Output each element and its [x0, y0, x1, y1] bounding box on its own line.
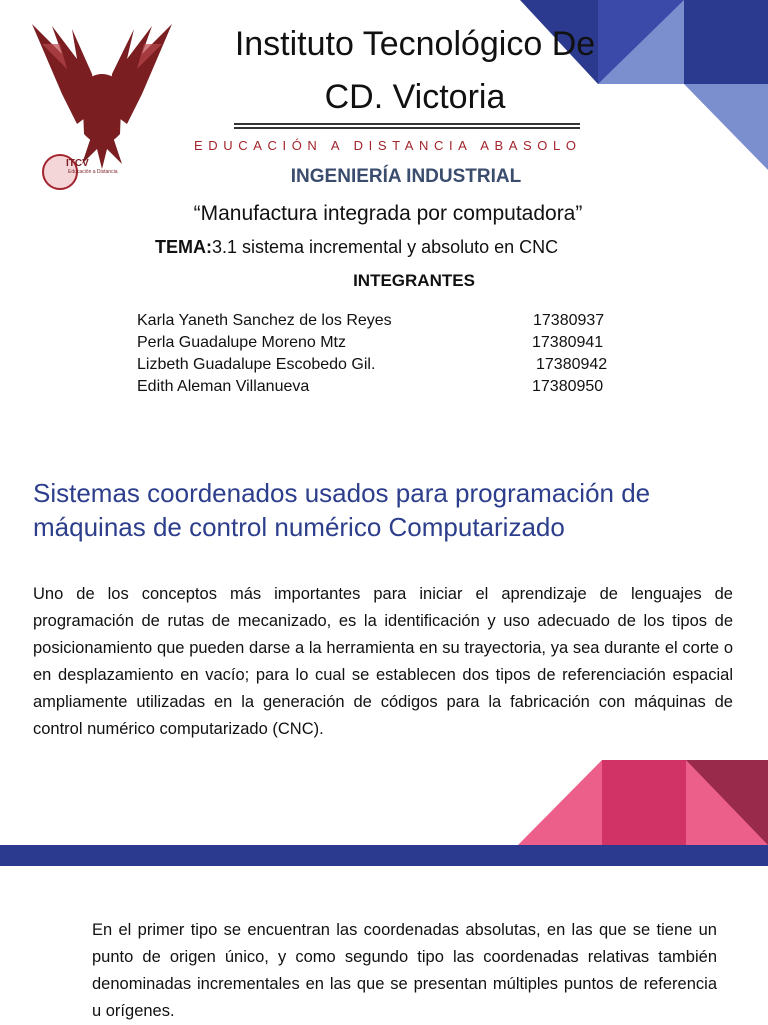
- member-id: 17380950: [532, 378, 604, 395]
- institute-title: [190, 18, 640, 124]
- member-name: Lizbeth Guadalupe Escobedo Gil.: [137, 356, 376, 373]
- topic-value: 3.1 sistema incremental y absoluto en CNC: [212, 237, 559, 257]
- career-title: INGENIERÍA INDUSTRIAL: [290, 166, 522, 187]
- title-line-2: CD. Victoria: [324, 78, 506, 116]
- members-title: INTEGRANTES: [353, 271, 475, 290]
- topic-line: [155, 237, 558, 258]
- body-paragraph-1: Uno de los conceptos más importantes para iniciar el aprendizaje de lenguajes de programación de rutas de mecanizado, es la identificación y uso adecuado de los tipos de posicionamiento que pueden darse a la herramienta en su trayectoria, ya sea durante el corte o en desplazamiento en vacío; para lo cual se establecen dos tipos de referenciación espacial ampliamente utilizadas en la generación de códigos para la fabricación con máquinas de control numérico computarizado (CNC).: [33, 585, 733, 738]
- member-name: Perla Guadalupe Moreno Mtz: [137, 334, 346, 351]
- course-title: “Manufactura integrada por computadora”: [193, 202, 583, 225]
- bottom-right-decoration: [518, 760, 768, 846]
- logo-text: ITCV: [66, 158, 89, 169]
- title-divider-top: [234, 123, 580, 125]
- subtitle: EDUCACIÓN A DISTANCIA ABASOLO: [194, 138, 582, 153]
- title-line-1: Instituto Tecnológico De: [234, 25, 596, 63]
- member-name: Karla Yaneth Sanchez de los Reyes: [137, 312, 392, 329]
- member-name: Edith Aleman Villanueva: [137, 378, 310, 395]
- page-divider-band: [0, 845, 768, 866]
- title-divider-bottom: [234, 127, 580, 129]
- member-id: 17380941: [532, 334, 604, 351]
- member-id: 17380942: [536, 356, 608, 373]
- section-heading: Sistemas coordenados usados para programación de máquinas de control numérico Computarizado: [33, 478, 651, 542]
- body-paragraph-2: En el primer tipo se encuentran las coordenadas absolutas, en las que se tiene un punto de origen único, y como segundo tipo las coordenadas relativas también denominadas incrementales en las que se presentan múltiples puntos de referencia u orígenes.: [92, 921, 717, 1020]
- logo-subtext: Educación a Distancia: [68, 169, 118, 175]
- member-id: 17380937: [533, 312, 605, 329]
- topic-label: TEMA:: [155, 237, 212, 257]
